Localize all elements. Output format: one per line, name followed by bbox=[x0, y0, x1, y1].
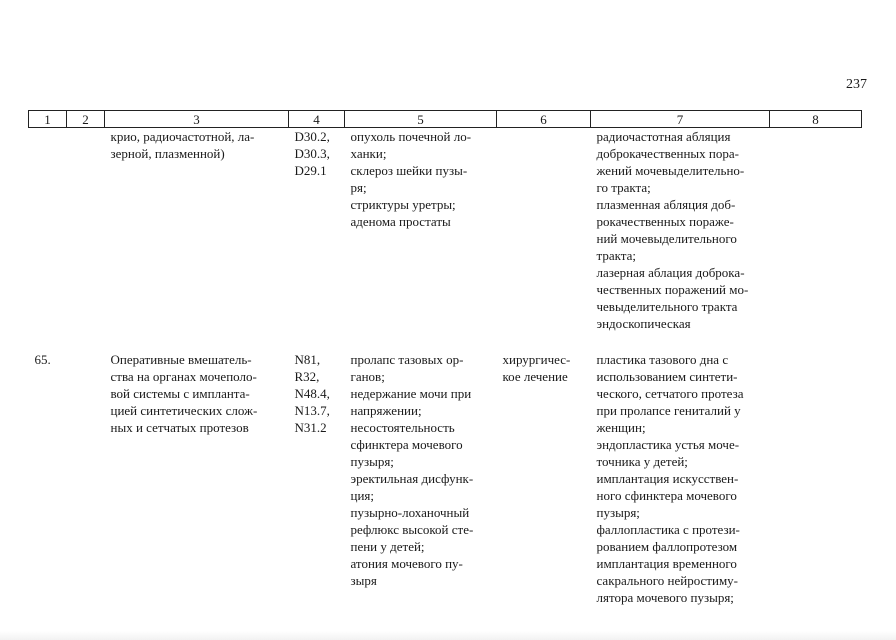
text-line: кое лечение bbox=[502, 369, 568, 384]
text-line: ных и сетчатых протезов bbox=[110, 420, 249, 435]
table-row bbox=[29, 128, 862, 333]
procedure-name-cell bbox=[105, 351, 289, 606]
text-line: пузыря; bbox=[350, 454, 394, 469]
diagnosis-cell bbox=[345, 128, 497, 333]
text-line: ного сфинктера мочевого bbox=[596, 488, 737, 503]
text-line: фаллопластика с протези- bbox=[596, 522, 740, 537]
text-line: аденома простаты bbox=[350, 214, 451, 229]
text-line: лазерная аблация доброка- bbox=[596, 265, 745, 280]
text-line: ханки; bbox=[350, 146, 387, 161]
text-line: N48.4, bbox=[294, 386, 330, 401]
text-line: напряжении; bbox=[350, 403, 422, 418]
text-line: жений мочевыделительно- bbox=[596, 163, 745, 178]
text-line: пузыря; bbox=[596, 505, 640, 520]
text-line: пузырно-лоханочный bbox=[350, 505, 470, 520]
text-line: ганов; bbox=[350, 369, 385, 384]
text-line: вой системы с импланта- bbox=[110, 386, 250, 401]
column-header-2: 2 bbox=[67, 111, 105, 128]
text-line: использованием синтети- bbox=[596, 369, 738, 384]
text-line: точника у детей; bbox=[596, 454, 688, 469]
text-line: эндопластика устья моче- bbox=[596, 437, 740, 452]
text-line: стриктуры уретры; bbox=[350, 197, 456, 212]
text-line: тракта; bbox=[596, 248, 636, 263]
procedure-name-cell bbox=[105, 128, 289, 333]
text-line: крио, радиочастотной, ла- bbox=[110, 129, 255, 144]
row-spacer bbox=[29, 332, 862, 351]
diagnosis-cell bbox=[345, 351, 497, 606]
text-line: доброкачественных пора- bbox=[596, 146, 739, 161]
text-line: лятора мочевого пузыря; bbox=[596, 590, 734, 605]
text-line: ция; bbox=[350, 488, 375, 503]
text-line: ний мочевыделительного bbox=[596, 231, 737, 246]
text-line: склероз шейки пузы- bbox=[350, 163, 468, 178]
text-line: эректильная дисфунк- bbox=[350, 471, 474, 486]
column-header-6: 6 bbox=[497, 111, 591, 128]
text-line: N31.2 bbox=[294, 420, 327, 435]
treatment-method-cell bbox=[591, 351, 770, 606]
table-row bbox=[29, 351, 862, 606]
text-line: имплантация искусствен- bbox=[596, 471, 739, 486]
column-header-3: 3 bbox=[105, 111, 289, 128]
group-cell bbox=[67, 128, 105, 333]
text-line: опухоль почечной ло- bbox=[350, 129, 472, 144]
column-header-8: 8 bbox=[770, 111, 862, 128]
text-line: имплантация временного bbox=[596, 556, 737, 571]
text-line: ства на органах мочеполо- bbox=[110, 369, 257, 384]
row-number: 65. bbox=[34, 352, 51, 367]
text-line: хирургичес- bbox=[502, 352, 571, 367]
text-line: чевыделительного тракта bbox=[596, 299, 738, 314]
text-line: зыря bbox=[350, 573, 377, 588]
column-header-4: 4 bbox=[289, 111, 345, 128]
icd-codes-cell bbox=[289, 128, 345, 333]
medical-procedures-table bbox=[28, 110, 861, 606]
text-line: ческого, сетчатого протеза bbox=[596, 386, 744, 401]
text-line: чественных поражений мо- bbox=[596, 282, 749, 297]
text-line: при пролапсе гениталий у bbox=[596, 403, 741, 418]
row-number-cell bbox=[29, 128, 67, 333]
text-line: пени у детей; bbox=[350, 539, 425, 554]
text-line: эндоскопическая bbox=[596, 316, 691, 331]
text-line: цией синтетических слож- bbox=[110, 403, 258, 418]
text-line: рефлюкс высокой сте- bbox=[350, 522, 474, 537]
text-line: несостоятельность bbox=[350, 420, 455, 435]
text-line: N13.7, bbox=[294, 403, 330, 418]
text-line: D30.2, bbox=[294, 129, 330, 144]
treatment-type-cell bbox=[497, 351, 591, 606]
column-header-5: 5 bbox=[345, 111, 497, 128]
text-line: плазменная абляция доб- bbox=[596, 197, 736, 212]
text-line: сакрального нейростиму- bbox=[596, 573, 739, 588]
text-line: N81, bbox=[294, 352, 321, 367]
row-number-cell bbox=[29, 351, 67, 606]
text-line: го тракта; bbox=[596, 180, 651, 195]
column-header-7: 7 bbox=[591, 111, 770, 128]
text-line: рокачественных пораже- bbox=[596, 214, 734, 229]
column-header-1: 1 bbox=[29, 111, 67, 128]
treatment-type-cell bbox=[497, 128, 591, 333]
text-line: зерной, плазменной) bbox=[110, 146, 225, 161]
text-line: радиочастотная абляция bbox=[596, 129, 731, 144]
scan-edge-shading bbox=[0, 631, 896, 640]
group-cell bbox=[67, 351, 105, 606]
text-line: пластика тазового дна с bbox=[596, 352, 729, 367]
treatment-method-cell bbox=[591, 128, 770, 333]
text-line: пролапс тазовых ор- bbox=[350, 352, 464, 367]
text-line: атония мочевого пу- bbox=[350, 556, 463, 571]
column-number-header-row bbox=[29, 111, 862, 128]
text-line: D29.1 bbox=[294, 163, 327, 178]
text-line: ря; bbox=[350, 180, 367, 195]
text-line: Оперативные вмешатель- bbox=[110, 352, 252, 367]
page-number: 237 bbox=[846, 77, 867, 92]
text-line: женщин; bbox=[596, 420, 646, 435]
cost-cell bbox=[770, 351, 862, 606]
text-line: недержание мочи при bbox=[350, 386, 472, 401]
cost-cell bbox=[770, 128, 862, 333]
text-line: D30.3, bbox=[294, 146, 330, 161]
icd-codes-cell bbox=[289, 351, 345, 606]
text-line: сфинктера мочевого bbox=[350, 437, 463, 452]
text-line: R32, bbox=[294, 369, 320, 384]
text-line: рованием фаллопротезом bbox=[596, 539, 738, 554]
